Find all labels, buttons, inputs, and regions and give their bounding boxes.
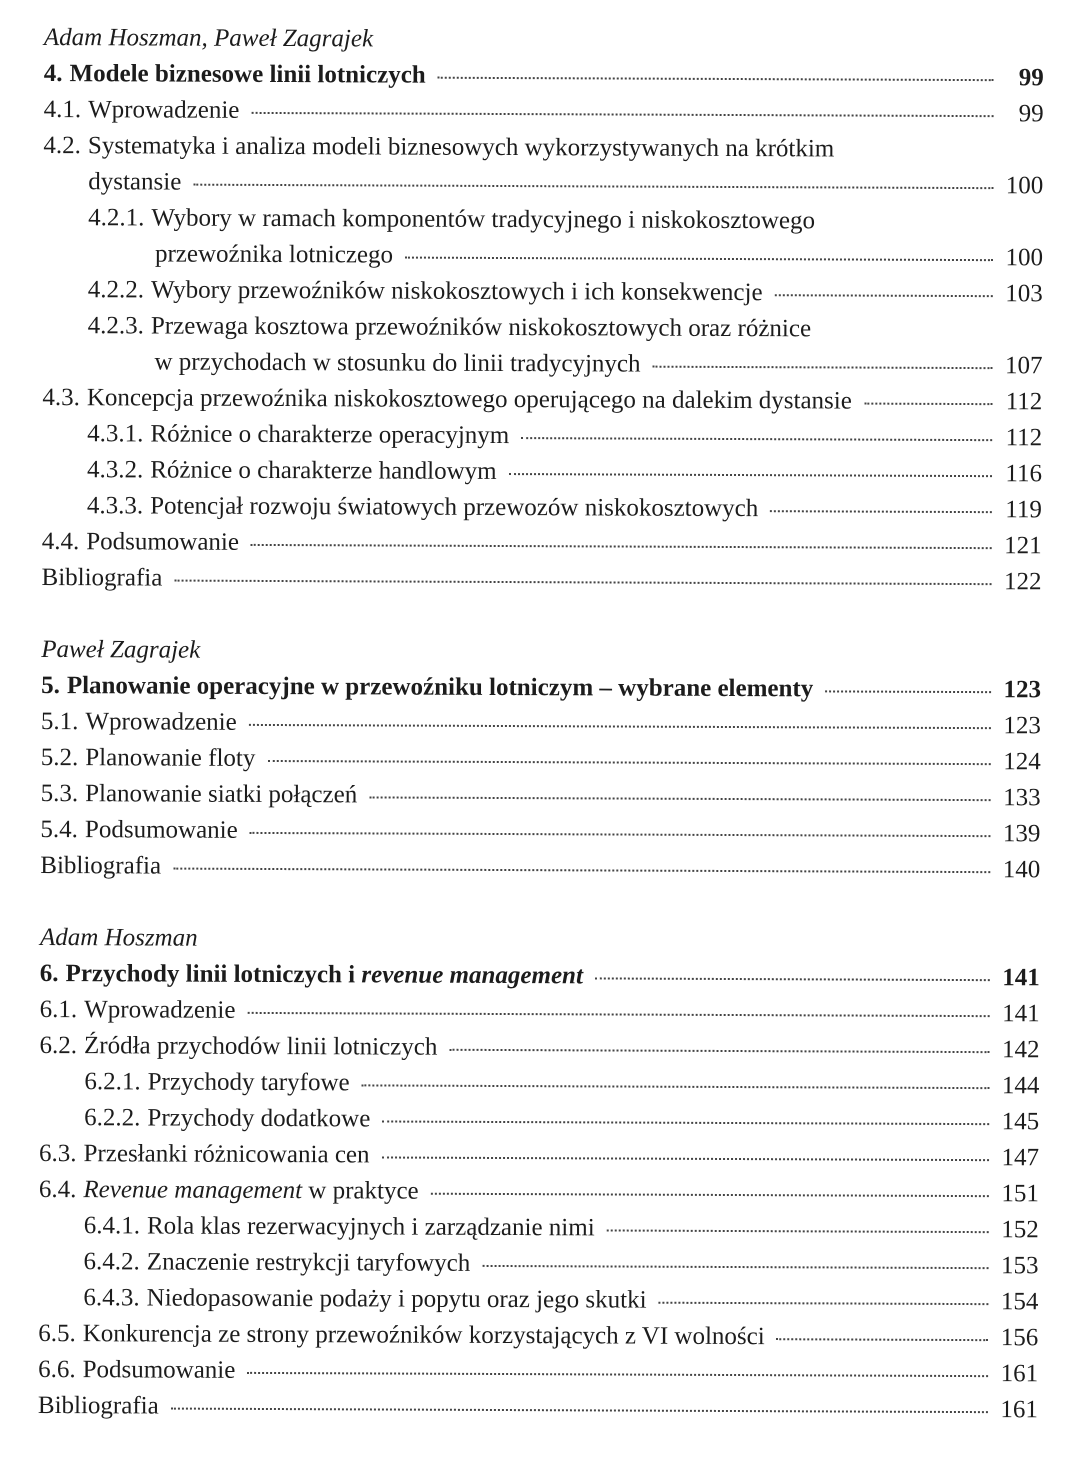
toc-number: 6.2.2. [84,1104,141,1132]
toc-title: Bibliografia [37,1391,159,1420]
toc-page: 103 [1005,280,1043,308]
toc-title: przewoźnika lotniczego [154,240,394,269]
dot-leader [653,366,993,369]
toc-entry [38,1352,1038,1392]
toc-entry [40,992,1040,1032]
toc-page: 123 [1003,676,1042,704]
toc-page: 145 [1001,1108,1040,1136]
toc-number: 6.2. [39,1031,78,1060]
toc-page: 147 [1001,1144,1040,1172]
toc-number: 5.3. [40,779,79,808]
toc-number: 6.4.2. [83,1248,140,1276]
toc-entry [42,380,1042,420]
toc-page: 156 [1000,1324,1039,1352]
toc-entry-continuation [42,344,1042,384]
toc-entry [40,812,1040,852]
toc-page: 99 [1018,64,1044,92]
toc-entry [39,1172,1039,1212]
toc-entry [39,1136,1039,1176]
toc-title-italic: revenue management [361,961,583,990]
toc-page: 112 [1005,388,1043,416]
toc-title-plain: w praktyce [301,1177,419,1205]
toc-number: 6.5. [38,1319,76,1348]
toc-title: Koncepcja przewoźnika niskokosztowego operującego na dalekim dystansie [86,384,852,415]
toc-number: 4.1. [43,95,82,124]
toc-number: 6.3. [38,1139,77,1168]
toc-page: 100 [1005,172,1044,200]
toc-number: 5.1. [40,707,79,736]
toc-title: Przychody dodatkowe [147,1104,371,1133]
dot-leader [825,690,991,693]
dot-leader [431,1193,989,1197]
toc-title: dystansie [88,168,182,196]
toc-number: 5. [41,671,60,700]
toc-entry-bibliography [38,1388,1038,1428]
toc-number: 4. [43,59,63,88]
dot-leader [174,580,991,586]
toc-entry [42,524,1042,564]
toc-number: 5.4. [40,815,79,844]
toc-entry [41,704,1041,744]
toc-page: 122 [1003,568,1042,596]
toc-entry [41,740,1041,780]
dot-leader [775,294,993,297]
section-gap [41,596,1041,636]
toc-title: Przesłanki różnicowania cen [83,1140,370,1169]
toc-number: 4.3.1. [87,420,144,448]
toc-number: 4.2.3. [87,312,144,340]
toc-title: Bibliografia [40,851,162,880]
table-of-contents [38,20,1044,1428]
toc-page: 121 [1004,532,1042,560]
dot-leader [250,832,991,837]
toc-number: 4.2.1. [88,204,145,232]
dot-leader [405,257,993,262]
toc-title: Konkurencja ze strony przewoźników korzystających z VI wolności [82,1320,765,1351]
toc-entry [43,128,1043,168]
dot-leader [607,1229,989,1233]
toc-entry [42,452,1042,492]
toc-page: 154 [1000,1288,1039,1316]
toc-number: 4.3. [42,383,80,412]
toc-title: Potencjał rozwoju światowych przewozów niskokosztowych [150,492,759,523]
toc-title [66,956,583,994]
toc-entry-bibliography [40,848,1040,888]
toc-title: Planowanie siatki połączeń [85,780,358,809]
dot-leader [249,724,991,729]
toc-page: 140 [1002,856,1041,884]
toc-title: Niedopasowanie podaży i popytu oraz jego skutki [146,1284,647,1314]
dot-leader [171,1408,988,1414]
toc-title: Bibliografia [41,563,163,592]
dot-leader [247,1012,989,1017]
toc-number: 4.4. [41,527,80,556]
toc-entry-continuation [43,236,1043,276]
dot-leader [482,1265,988,1269]
section-author: Paweł Zagrajek [41,635,201,664]
toc-entry [38,1280,1038,1320]
toc-page: 100 [1005,244,1044,272]
toc-title: Przewaga kosztowa przewoźników niskokosztowych oraz różnice [150,312,812,343]
toc-number: 4.2. [43,131,82,160]
dot-leader [251,544,992,549]
section-author: Adam Hoszman, Paweł Zagrajek [43,23,374,53]
toc-title: Modele biznesowe linii lotniczych [69,60,426,89]
dot-leader [267,760,990,765]
toc-page: 133 [1003,784,1041,812]
toc-title: Wprowadzenie [84,996,236,1024]
toc-page: 151 [1001,1180,1039,1208]
toc-entry-bibliography [41,560,1041,600]
toc-entry [43,308,1043,348]
toc-number: 6.4.1. [83,1212,141,1240]
toc-page: 144 [1001,1072,1040,1100]
toc-title [83,1172,418,1209]
toc-page: 141 [1002,964,1040,992]
toc-number: 6.1. [39,995,78,1024]
toc-title: Systematyka i analiza modeli biznesowych wykorzystywanych na krótkim [87,132,835,163]
toc-entry [43,272,1043,312]
toc-page: 152 [1001,1216,1039,1244]
toc-title: Wprowadzenie [88,96,240,124]
toc-page: 99 [1018,100,1044,128]
toc-page: 119 [1005,496,1042,524]
toc-entry-continuation [43,164,1043,204]
toc-title: Rola klas rezerwacyjnych i zarządzanie nimi [146,1212,595,1242]
toc-title: Źródła przychodów linii lotniczych [83,1032,438,1061]
toc-number: 6.6. [38,1355,76,1384]
toc-title: Znaczenie restrykcji taryfowych [146,1248,471,1277]
dot-leader [247,1372,988,1377]
toc-chapter [40,956,1040,996]
toc-title: Podsumowanie [86,528,240,556]
toc-entry [39,1208,1039,1248]
dot-leader [173,868,990,874]
toc-title: Planowanie operacyjne w przewoźniku lotniczym – wybrane elementy [66,672,814,703]
dot-leader [362,1084,990,1089]
toc-page: 112 [1005,424,1043,452]
section-author: Adam Hoszman [39,923,198,952]
dot-leader [438,77,994,81]
toc-number: 4.3.3. [86,492,144,520]
toc-number: 6. [39,959,59,988]
dot-leader [659,1302,989,1305]
toc-page: 123 [1003,712,1041,740]
toc-page: 124 [1003,748,1041,776]
toc-entry [44,92,1044,132]
dot-leader [595,977,990,981]
toc-title: Wprowadzenie [85,708,237,736]
toc-number: 5.2. [40,743,79,772]
toc-page: 107 [1004,352,1043,380]
dot-leader [521,437,992,441]
dot-leader [864,403,992,406]
toc-page: 116 [1005,460,1043,488]
toc-entry [39,1064,1039,1104]
toc-entry [42,488,1042,528]
toc-title-italic: Revenue management [83,1176,303,1205]
section-gap [40,884,1040,924]
toc-title: Podsumowanie [82,1356,236,1384]
toc-chapter [44,56,1044,96]
toc-title: Podsumowanie [84,816,238,844]
toc-number: 6.4. [38,1175,77,1204]
toc-entry [42,416,1042,456]
toc-title: w przychodach w stosunku do linii tradycyjnych [154,348,641,378]
toc-page: 161 [1000,1396,1039,1424]
toc-entry [39,1244,1039,1284]
toc-title: Różnice o charakterze handlowym [150,456,497,485]
dot-leader [382,1120,989,1125]
dot-leader [369,796,990,801]
dot-leader [770,510,992,513]
dot-leader [382,1156,990,1161]
toc-chapter [41,668,1041,708]
toc-title: Planowanie floty [85,744,256,772]
toc-title-plain: Przychody linii lotniczych i [65,960,362,989]
dot-leader [251,112,993,117]
toc-page: 161 [1000,1360,1039,1388]
toc-title: Wybory w ramach komponentów tradycyjnego i niskokosztowego [151,204,816,235]
toc-number: 4.3.2. [86,456,144,484]
toc-number: 4.2.2. [87,276,145,304]
dot-leader [509,473,992,477]
toc-title: Wybory przewoźników niskokosztowych i ich konsekwencje [151,276,763,307]
toc-page: 153 [1001,1252,1039,1280]
toc-entry [41,776,1041,816]
toc-entry [39,1100,1039,1140]
toc-entry [43,200,1043,240]
toc-number: 6.2.1. [84,1068,141,1096]
dot-leader [777,1338,989,1341]
dot-leader [449,1049,989,1053]
toc-title: Różnice o charakterze operacyjnym [150,420,510,450]
dot-leader [193,184,993,189]
toc-entry [39,1028,1039,1068]
toc-page: 141 [1002,1000,1040,1028]
toc-page: 142 [1001,1036,1040,1064]
toc-page: 139 [1002,820,1041,848]
toc-title: Przychody taryfowe [147,1068,350,1097]
toc-entry [38,1316,1038,1356]
toc-number: 6.4.3. [83,1284,140,1312]
